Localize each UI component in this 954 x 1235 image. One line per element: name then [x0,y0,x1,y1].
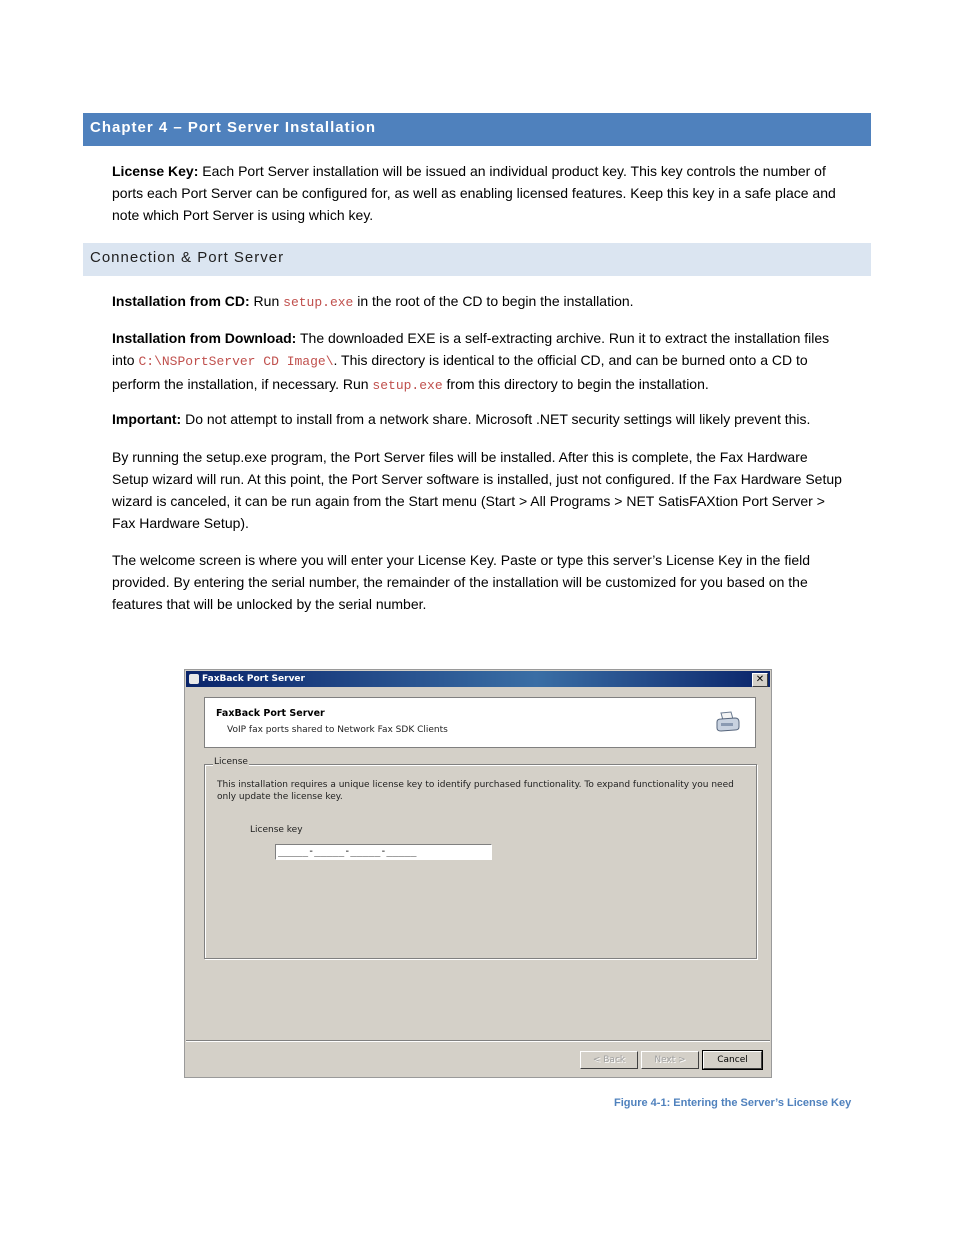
fax-machine-icon [715,711,741,733]
setup-exe-code-2: setup.exe [372,378,443,393]
cancel-button[interactable]: Cancel [703,1051,762,1069]
close-icon[interactable]: ✕ [752,673,768,687]
install-cd-text-before: Run [249,293,284,309]
chapter-heading: Chapter 4 – Port Server Installation [83,113,871,146]
back-button[interactable]: < Back [580,1051,638,1069]
license-key-text: Each Port Server installation will be issued an individual product key. This key controls the number of ports each Port Server can be configured for, as well as enabling licensed features. Keep this key in a safe place and note which Port Server is using which key. [112,163,836,223]
dialog-header-panel [204,697,756,748]
installer-dialog-screenshot [184,669,772,1078]
install-cd-paragraph [112,290,847,314]
welcome-paragraph: The welcome screen is where you will enter your License Key. Paste or type this server’s License Key in the field provided. By entering the serial number, the remainder of the installation will be customized for you based on the features that will be unlocked by the serial number. [112,552,810,612]
dialog-title-bar [186,671,770,687]
important-paragraph [112,408,847,430]
install-download-paragraph [112,327,847,397]
dialog-separator [186,1040,770,1042]
dialog-title: FaxBack Port Server [202,674,305,684]
license-key-label: License Key: [112,163,199,179]
license-key-input[interactable]: _____-_____-_____-_____ [275,844,492,860]
cd-image-path-code: C:\NSPortServer CD Image\ [138,354,334,369]
install-download-text-3: from this directory to begin the installation. [442,376,709,392]
setup-exe-code: setup.exe [283,295,354,310]
section-heading: Connection & Port Server [83,243,871,276]
install-download-text-1: The downloaded EXE is a self-extracting archive. Run it to extract the installation files into [112,330,830,368]
license-group-label: License [214,757,248,767]
important-label: Important: [112,411,182,427]
license-group-text: This installation requires a unique license key to identify purchased functionality. To expand functionality you need only update the license key. [217,780,734,802]
setup-paragraph: By running the setup.exe program, the Port Server files will be installed. After this is complete, the Fax Hardware Setup wizard will run. At this point, the Port Server software is installed, just not configured. If the Fax Hardware Setup wizard is canceled, it can be run again from the Start menu (Start > All Programs > NET SatisFAXtion Port Server > Fax Hardware Setup). [112,449,842,531]
license-key-paragraph [112,160,847,226]
dialog-header-title: FaxBack Port Server [216,708,325,719]
next-button[interactable]: Next > [641,1051,699,1069]
app-icon [189,674,199,684]
install-cd-label: Installation from CD: [112,293,250,309]
figure-caption: Figure 4-1: Entering the Server’s License Key [614,1097,852,1109]
important-text: Do not attempt to install from a network share. Microsoft .NET security settings will likely prevent this. [181,411,811,427]
dialog-header-subtitle: VoIP fax ports shared to Network Fax SDK Clients [227,725,448,735]
install-download-text-2: . This directory is identical to the official CD, and can be burned onto a CD to perform the installation, if necessary. Run [112,352,808,392]
license-key-field-label: License key [250,825,303,835]
install-cd-text-after: in the root of the CD to begin the installation. [353,293,634,309]
install-download-label: Installation from Download: [112,330,297,346]
license-group [204,757,757,959]
